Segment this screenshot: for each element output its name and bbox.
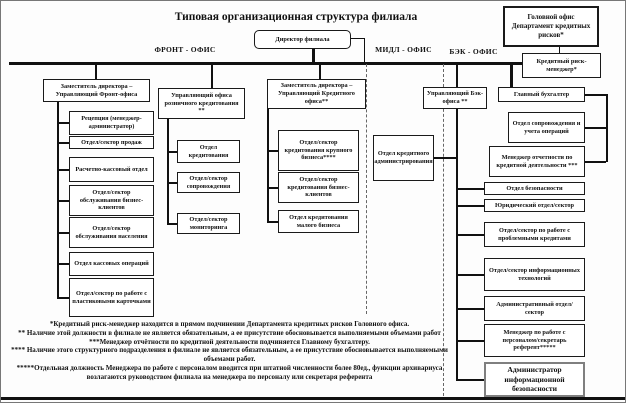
box-operations-accounting-dept: Отдел сопровождения и учета операций: [508, 112, 585, 143]
box-small-business-lending: Отдел кредитования малого бизнеса: [278, 210, 359, 233]
box-large-business-lending: Отдел/сектор кредитования крупного бизнеса****: [278, 130, 359, 171]
connector-line: [167, 151, 177, 153]
retail-column-spine-line: [167, 119, 169, 225]
box-cash-settlement-dept: Расчетно-кассовый отдел: [69, 157, 154, 182]
footnote-3: ***Менеджер отчётности по кредитной деятельности подчиняется Главному бухгалтеру.: [89, 337, 370, 346]
zone-label-front-office: ФРОНТ - ОФИС: [154, 45, 216, 54]
credit-head-drop-line: [319, 64, 321, 79]
connector-line: [267, 150, 278, 152]
accountant-sub-spine-line: [606, 94, 608, 162]
connector-line: [167, 223, 177, 225]
box-back-office-manager: Управляющий Бэк-офиса **: [423, 87, 487, 109]
connector-line: [57, 142, 69, 144]
box-business-clients-service: Отдел/сектор обслуживания бизнес-клиентов: [69, 185, 154, 216]
box-it-dept: Отдел/сектор информационных технологий: [484, 258, 585, 291]
connector-line: [57, 263, 69, 265]
box-business-clients-lending: Отдел/сектор кредитования бизнес-клиентов: [278, 172, 359, 203]
accountant-drop-line: [510, 64, 513, 88]
credit-column-spine-line: [267, 109, 269, 223]
front-middle-divider-dashed: [366, 64, 367, 314]
zone-label-middle-office: МИДЛ - ОФИС: [375, 45, 432, 54]
box-legal-dept: Юридический отдел/сектор: [484, 199, 585, 212]
bottom-border-line: [1, 397, 626, 400]
footnote-5: *****Отдельная должность Менеджера по работе с персоналом вводится при штатной численности более 80ед., функции архивариуса возлагаются руководством филиала на менеджера по персоналу или секретаря референта: [16, 364, 443, 381]
box-administrative-dept: Административный отдел/сектор: [484, 296, 585, 321]
front-head-drop-line: [95, 64, 97, 79]
box-credit-administration: Отдел кредитного администрирования: [373, 135, 434, 181]
connector-line: [584, 127, 606, 129]
box-head-office: Головной офис Департамент кредитных рисков*: [503, 6, 599, 47]
footnote-4: **** Наличие этого структурного подразделения в филиале не является обязательным, а ее присутствие обосновывается выполняемыми объемами работ.: [11, 346, 448, 364]
connector-line: [456, 379, 484, 381]
connector-line: [57, 169, 69, 171]
connector-line: [167, 182, 177, 184]
connector-line: [584, 94, 607, 96]
box-chief-accountant: Главный бухгалтер: [498, 87, 585, 102]
connector-line: [57, 200, 69, 202]
connector-line: [267, 221, 278, 223]
connector-line: [456, 308, 484, 310]
box-deputy-front-office: Заместитель директора – Управляющий Фронт-офиса: [43, 79, 150, 102]
connector-line: [456, 188, 484, 190]
footnote-2: ** Наличие этой должности в филиале не является обязательным, а ее присутствие обосновывается выполняемыми объемами работ: [18, 328, 441, 337]
director-elbow-line: [351, 38, 365, 39]
box-cash-operations-dept: Отдел кассовых операций: [69, 252, 154, 276]
box-security-dept: Отдел безопасности: [484, 182, 585, 195]
connector-line: [57, 297, 69, 299]
box-credit-reporting-manager: Менеджер отчетности по кредитной деятельности ***: [489, 146, 585, 177]
box-retail-lending-manager: Управляющий офиса розничного кредитования **: [158, 88, 245, 119]
box-problem-loans-dept: Отдел/сектор по работе с проблемными кредитами: [484, 222, 585, 247]
box-lending-dept: Отдел кредитования: [177, 140, 240, 163]
page-title: Типовая организационная структура филиала: [174, 11, 418, 23]
connector-line: [57, 122, 69, 124]
zone-label-back-office: БЭК - ОФИС: [449, 47, 498, 56]
box-information-security-admin: Администратор информационной безопасности: [484, 362, 585, 397]
connector-line: [267, 187, 278, 189]
director-drop-line: [312, 48, 315, 62]
box-support-dept: Отдел/сектор сопровождения: [177, 172, 240, 193]
retail-head-drop-line: [211, 64, 213, 88]
main-spine-line: [9, 62, 523, 65]
box-sales-dept: Отдел/сектор продаж: [69, 136, 154, 149]
box-hr-manager-secretary: Менеджер по работе с персоналом/секретарь референт*****: [484, 324, 585, 357]
box-credit-risk-manager: Кредитный риск-менеджер*: [522, 53, 601, 78]
box-plastic-cards-dept: Отдел/сектор по работе с пластиковыми карточками: [69, 278, 154, 317]
box-reception: Рецепция (менеджер-администратор): [69, 111, 154, 135]
connector-line: [57, 232, 69, 234]
director-elbow-line: [364, 38, 365, 64]
connector-line: [456, 274, 484, 276]
box-public-service-dept: Отдел/сектор обслуживания населения: [69, 217, 154, 248]
box-monitoring-dept: Отдел/сектор мониторинга: [177, 213, 240, 234]
box-branch-director: Директор филиала: [254, 30, 351, 49]
connector-line: [584, 161, 606, 163]
connector-line: [456, 340, 484, 342]
connector-line: [456, 205, 484, 207]
back-office-spine-line: [456, 64, 458, 380]
connector-line: [456, 234, 484, 236]
credit-admin-connector-line: [433, 157, 456, 159]
box-deputy-credit-office: Заместитель директора – Управляющий Кредитного офиса**: [267, 79, 366, 109]
footnotes-block: [6, 320, 453, 382]
footnote-1: *Кредитный риск-менеджер находится в прямом подчинении Департамента кредитных рисков Головного офиса.: [49, 320, 410, 328]
